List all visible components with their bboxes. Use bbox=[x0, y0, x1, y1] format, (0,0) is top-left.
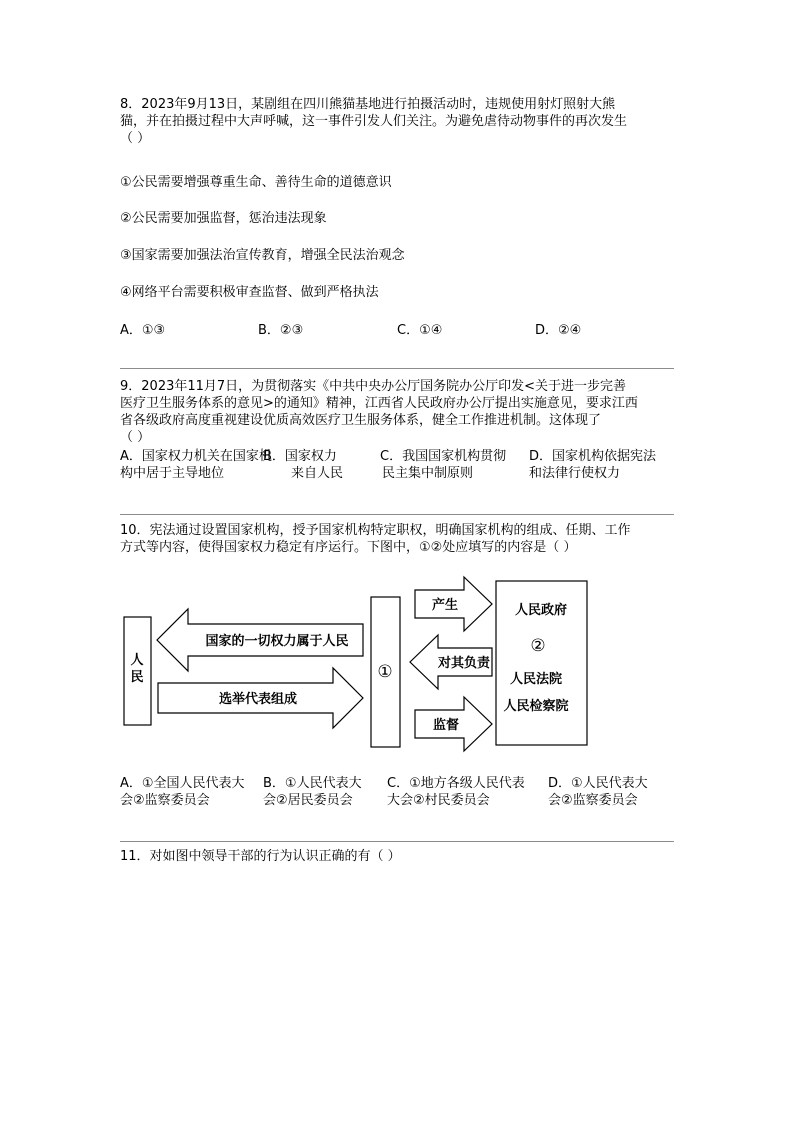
question-8-option-a[interactable]: A．①③ bbox=[120, 323, 166, 338]
question-8-statement-4: ④网络平台需要积极审查监督、做到严格执法 bbox=[120, 285, 379, 300]
question-9-option-d-line-2: 和法律行使权力 bbox=[529, 466, 621, 481]
box2-court: 人民法院 bbox=[509, 672, 563, 687]
question-8-option-b[interactable]: B．②③ bbox=[258, 323, 304, 338]
question-10-line-1: 10．宪法通过设置国家机构，授予国家机构特定职权，明确国家机构的组成、任期、工作 bbox=[120, 523, 631, 538]
question-10-option-c-line-1: C．①地方各级人民代表 bbox=[387, 776, 525, 791]
arrow-right-label: 选举代表组成 bbox=[218, 692, 298, 707]
question-10-option-a-line-1: A．①全国人民代表大 bbox=[120, 776, 245, 791]
question-10-option-b[interactable] bbox=[263, 775, 362, 809]
question-10-option-d-line-1: D．①人民代表大 bbox=[548, 776, 648, 791]
question-9-line-4: （ ） bbox=[120, 430, 151, 445]
question-9-line-1: 9．2023年11月7日，为贯彻落实《中共中央办公厅国务院办公厅印发<关于进一步完善 bbox=[120, 379, 627, 394]
arrow-produce-label: 产生 bbox=[431, 598, 459, 613]
question-9-option-b-line-2: 来自人民 bbox=[291, 466, 344, 481]
question-10-option-c[interactable] bbox=[387, 775, 525, 809]
question-10-options bbox=[120, 775, 674, 811]
arrow-supervise-label: 监督 bbox=[432, 718, 460, 733]
question-8-option-c[interactable]: C．①④ bbox=[397, 323, 443, 338]
question-8-line-3: （ ） bbox=[120, 131, 151, 146]
question-10-option-d[interactable] bbox=[548, 775, 648, 809]
question-9-option-d-line-1: D．国家机构依据宪法 bbox=[529, 449, 657, 464]
question-11-stem bbox=[120, 848, 674, 865]
box2-procuratorate: 人民检察院 bbox=[503, 699, 569, 714]
box2-government: 人民政府 bbox=[514, 603, 568, 618]
people-label-2: 民 bbox=[130, 670, 144, 685]
question-10-option-d-line-2: 会②监察委员会 bbox=[548, 793, 638, 808]
arrow-left-label: 国家的一切权力属于人民 bbox=[205, 634, 349, 649]
people-label-1: 人 bbox=[130, 653, 144, 668]
divider-3 bbox=[120, 841, 674, 842]
question-10-option-a-line-2: 会②监察委员会 bbox=[120, 793, 210, 808]
box2-mark: ② bbox=[530, 636, 546, 656]
arrow-responsible-label: 对其负责 bbox=[437, 656, 491, 671]
question-11-line-1: 11．对如图中领导干部的行为认识正确的有（ ） bbox=[120, 849, 401, 864]
box1-mark: ① bbox=[377, 662, 393, 682]
question-10-option-c-line-2: 大会②村民委员会 bbox=[387, 793, 490, 808]
question-10-line-2: 方式等内容，使得国家权力稳定有序运行。下图中，①②处应填写的内容是（ ） bbox=[120, 540, 577, 555]
question-10-option-b-line-1: B．①人民代表大 bbox=[263, 776, 362, 791]
question-9-line-2: 医疗卫生服务体系的意见>的通知》精神，江西省人民政府办公厅提出实施意见，要求江西 bbox=[120, 396, 638, 411]
question-8-statement-1: ①公民需要增强尊重生命、善待生命的道德意识 bbox=[120, 175, 392, 190]
question-10-option-a[interactable] bbox=[120, 775, 245, 809]
question-8-statement-2: ②公民需要加强监督，惩治违法现象 bbox=[120, 211, 327, 226]
question-9-option-a-line-1: A．国家权力机关在国家机 bbox=[120, 449, 272, 464]
question-9-option-b-line-1: B．国家权力 bbox=[263, 449, 337, 464]
question-8-line-1: 8．2023年9月13日，某剧组在四川熊猫基地进行拍摄活动时，违规使用射灯照射大熊 bbox=[120, 97, 616, 112]
question-9-option-c-line-1: C．我国国家机构贯彻 bbox=[380, 449, 507, 464]
question-9-option-c-line-2: 民主集中制原则 bbox=[382, 466, 474, 481]
question-9-option-a-line-2: 构中居于主导地位 bbox=[120, 466, 225, 481]
question-10-option-b-line-2: 会②居民委员会 bbox=[263, 793, 353, 808]
question-8-line-2: 猫，并在拍摄过程中大声呼喊，这一事件引发人们关注。为避免虐待动物事件的再次发生 bbox=[120, 114, 628, 129]
question-8-option-d[interactable]: D．②④ bbox=[535, 323, 582, 338]
question-8-statement-3: ③国家需要加强法治宣传教育，增强全民法治观念 bbox=[120, 248, 405, 263]
question-9-line-3: 省各级政府高度重视建设优质高效医疗卫生服务体系，健全工作推进机制。这体现了 bbox=[120, 413, 602, 428]
